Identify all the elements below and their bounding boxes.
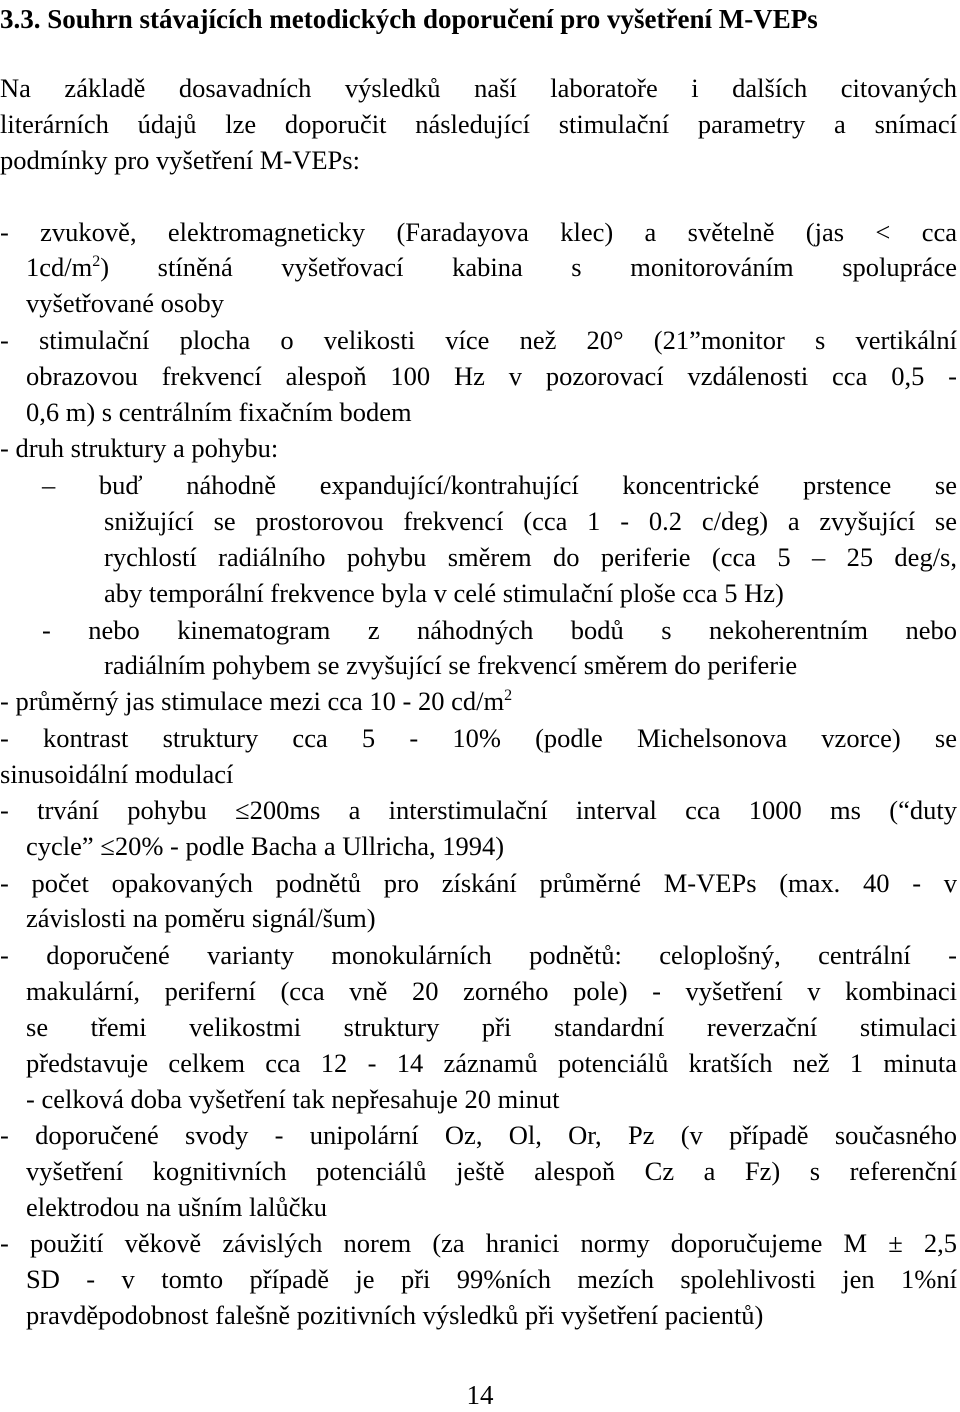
item-line: závislosti na poměru signál/šum) (26, 903, 376, 933)
item-line: vyšetřované osoby (26, 288, 224, 318)
superscript: 2 (92, 253, 101, 270)
item-line: pravděpodobnost falešně pozitivních výsledků při vyšetření pacientů) (26, 1300, 764, 1330)
item-text: - průměrný jas stimulace mezi cca 10 - 20 cd/m (0, 686, 505, 716)
item-line: sinusoidální modulací (0, 759, 234, 789)
item-line: - zvukově, elektromagneticky (Faradayova klec) a světelně (jas < cca (0, 217, 957, 247)
item-line: se třemi velikostmi struktury při standardní reverzační stimulaci (26, 1012, 957, 1042)
item-line: představuje celkem cca 12 - 14 záznamů potenciálů kratších než 1 minuta (26, 1048, 957, 1078)
item-line: - kontrast struktury cca 5 - 10% (podle Michelsonova vzorce) se (0, 723, 957, 753)
intro-line: Na základě dosavadních výsledků naší laboratoře i dalších citovaných (0, 73, 957, 103)
item-line: - stimulační plocha o velikosti více než 20° (21”monitor s vertikální (0, 325, 957, 355)
item-line: elektrodou na ušním lalůčku (26, 1192, 327, 1222)
sub-item-line: – buď náhodně expandující/kontrahující koncentrické prstence se (42, 470, 957, 500)
item-line: 0,6 m) s centrálním fixačním bodem (26, 397, 412, 427)
item-text: ) stíněná vyšetřovací kabina s monitorováním spolupráce (100, 252, 957, 282)
sub-item-line: radiálním pohybem se zvyšující se frekvencí směrem do periferie (104, 650, 798, 680)
item-line: cycle” ≤20% - podle Bacha a Ullricha, 1994) (26, 831, 505, 861)
sub-item-line: rychlostí radiálního pohybu směrem do periferie (cca 5 – 25 deg/s, (104, 542, 957, 572)
section-heading: 3.3. Souhrn stávajících metodických doporučení pro vyšetření M-VEPs (0, 4, 818, 34)
intro-line: literárních údajů lze doporučit následující stimulační parametry a snímací (0, 109, 957, 139)
item-line (26, 250, 957, 284)
item-line (0, 684, 957, 718)
item-line: - počet opakovaných podnětů pro získání průměrné M-VEPs (max. 40 - v (0, 868, 957, 898)
item-text: 1cd/m (26, 252, 93, 282)
item-line: - doporučené varianty monokulárních podnětů: celoplošný, centrální - (0, 940, 957, 970)
sub-item-line: aby temporální frekvence byla v celé stimulační ploše cca 5 Hz) (104, 578, 784, 608)
item-line: obrazovou frekvencí alespoň 100 Hz v pozorovací vzdálenosti cca 0,5 - (26, 361, 957, 391)
item-line: - celková doba vyšetření tak nepřesahuje 20 minut (26, 1084, 560, 1114)
item-line: makulární, periferní (cca vně 20 zorného pole) - vyšetření v kombinaci (26, 976, 957, 1006)
intro-line: podmínky pro vyšetření M-VEPs: (0, 145, 360, 175)
sub-item-line: snižující se prostorovou frekvencí (cca 1 - 0.2 c/deg) a zvyšující se (104, 506, 957, 536)
item-line: - trvání pohybu ≤200ms a interstimulační interval cca 1000 ms (“duty (0, 795, 957, 825)
item-line: vyšetření kognitivních potenciálů ještě alespoň Cz a Fz) s referenční (26, 1156, 957, 1186)
item-line: - použití věkově závislých norem (za hranici normy doporučujeme M ± 2,5 (0, 1228, 957, 1258)
page-number: 14 (466, 1380, 494, 1410)
superscript: 2 (504, 687, 513, 704)
item-line: SD - v tomto případě je při 99%ních mezích spolehlivosti jen 1%ní (26, 1264, 957, 1294)
item-line: - druh struktury a pohybu: (0, 433, 279, 463)
sub-item-line: - nebo kinematogram z náhodných bodů s nekoherentním nebo (42, 615, 957, 645)
item-line: - doporučené svody - unipolární Oz, Ol, Or, Pz (v případě současného (0, 1120, 957, 1150)
